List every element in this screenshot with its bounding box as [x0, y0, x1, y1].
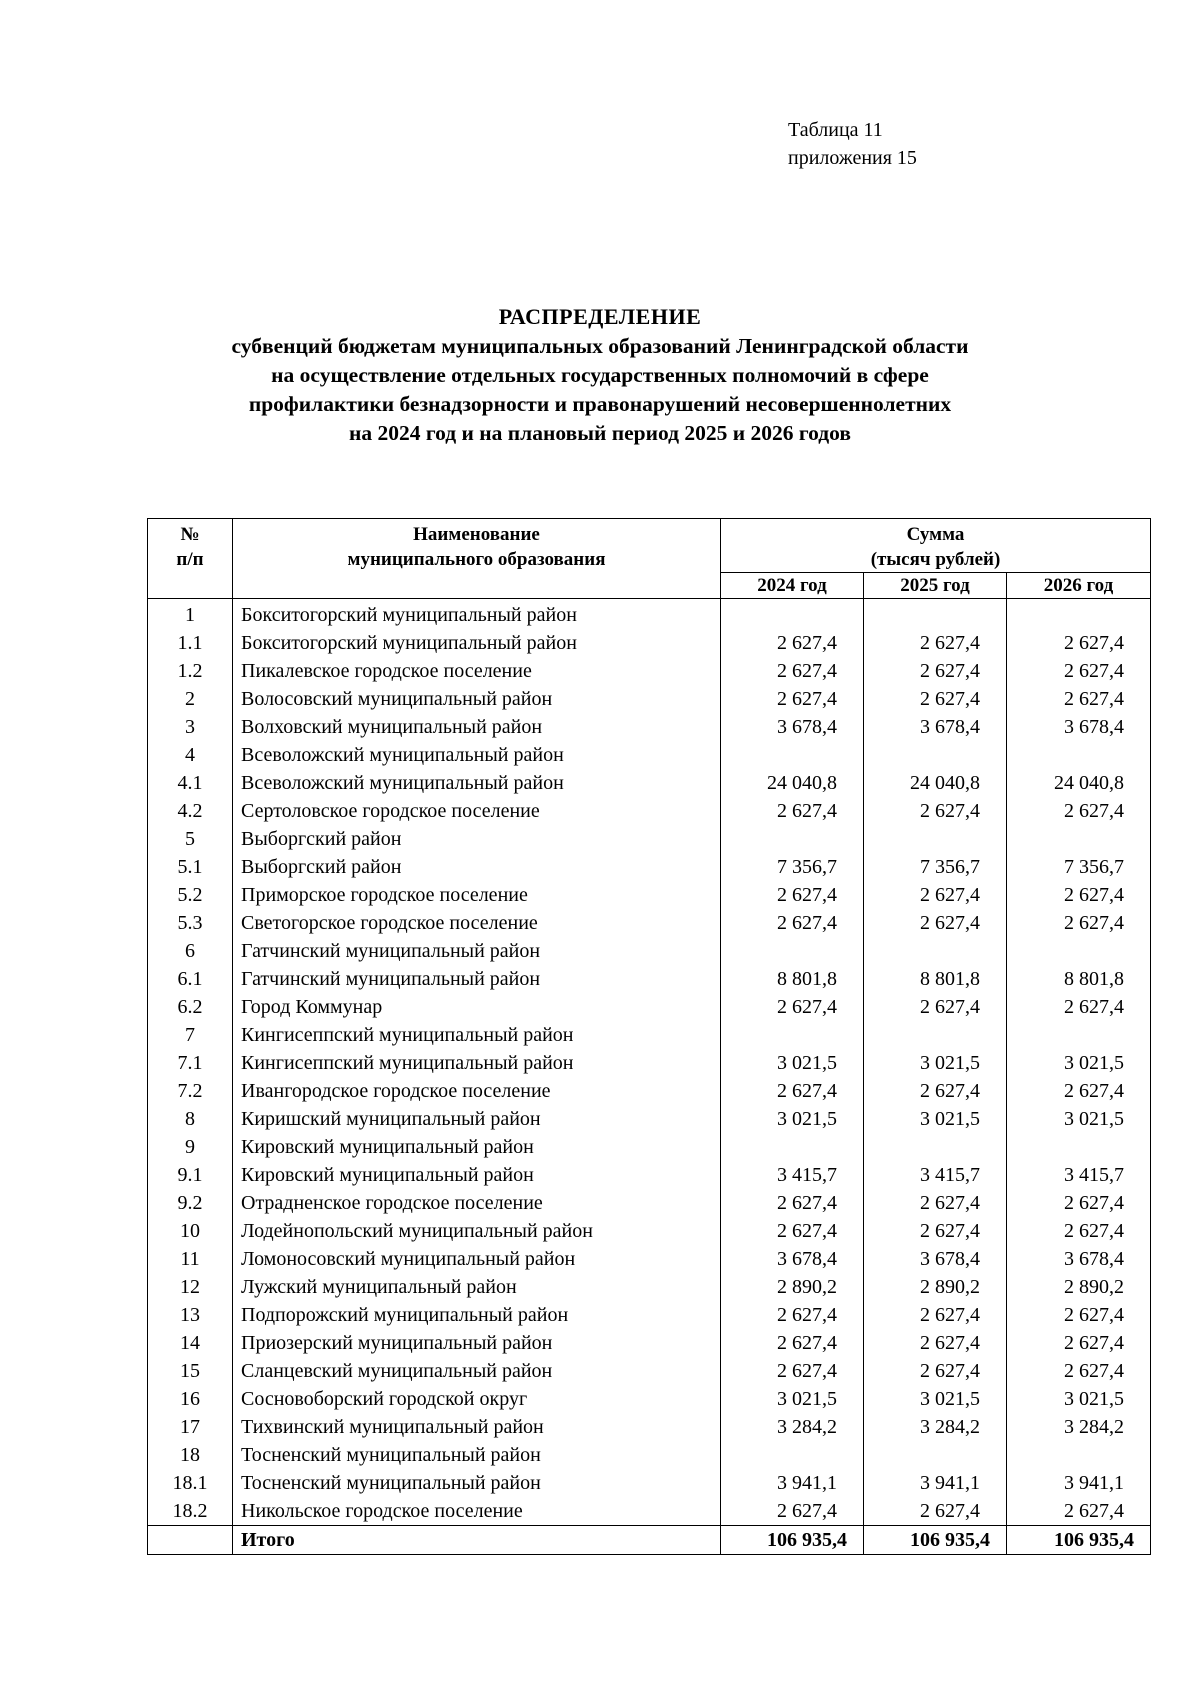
row-number: 10 [148, 1217, 233, 1245]
row-value-2024: 2 627,4 [721, 909, 864, 937]
row-value-2024: 2 627,4 [721, 1497, 864, 1526]
document-heading [0, 302, 1200, 448]
row-value-2024: 3 284,2 [721, 1413, 864, 1441]
row-value-2024: 2 627,4 [721, 1329, 864, 1357]
table-row [148, 853, 1151, 881]
row-value-2026: 2 627,4 [1007, 1077, 1151, 1105]
row-value-2025: 2 627,4 [864, 685, 1007, 713]
row-value-2024: 2 627,4 [721, 797, 864, 825]
row-number: 15 [148, 1357, 233, 1385]
row-value-2024: 3 941,1 [721, 1469, 864, 1497]
row-value-2025 [864, 1441, 1007, 1469]
row-value-2025 [864, 937, 1007, 965]
row-number: 7.1 [148, 1049, 233, 1077]
row-value-2026 [1007, 1133, 1151, 1161]
row-value-2024: 2 627,4 [721, 685, 864, 713]
appendix-note [788, 116, 917, 172]
row-value-2026: 3 021,5 [1007, 1105, 1151, 1133]
distribution-table [147, 518, 1151, 1555]
row-value-2026: 3 678,4 [1007, 1245, 1151, 1273]
row-value-2025 [864, 599, 1007, 630]
row-value-2025: 2 890,2 [864, 1273, 1007, 1301]
row-value-2025: 2 627,4 [864, 1189, 1007, 1217]
table-row [148, 1245, 1151, 1273]
row-name: Кингисеппский муниципальный район [233, 1021, 721, 1049]
row-number: 7 [148, 1021, 233, 1049]
table-row [148, 1021, 1151, 1049]
heading-line1: субвенций бюджетам муниципальных образований Ленинградской области [231, 334, 969, 358]
heading-line3: профилактики безнадзорности и правонарушений несовершеннолетних [248, 392, 952, 416]
table-row [148, 1301, 1151, 1329]
row-name: Сосновоборский городской округ [233, 1385, 721, 1413]
table-row [148, 1441, 1151, 1469]
row-name: Волосовский муниципальный район [233, 685, 721, 713]
row-name: Всеволожский муниципальный район [233, 769, 721, 797]
row-number: 1 [148, 599, 233, 630]
row-number: 5.2 [148, 881, 233, 909]
row-value-2025: 3 021,5 [864, 1105, 1007, 1133]
row-value-2026: 3 941,1 [1007, 1469, 1151, 1497]
row-value-2026: 2 890,2 [1007, 1273, 1151, 1301]
row-name: Приозерский муниципальный район [233, 1329, 721, 1357]
total-label: Итого [233, 1526, 721, 1555]
row-value-2025: 3 021,5 [864, 1385, 1007, 1413]
table-row [148, 825, 1151, 853]
table-row [148, 657, 1151, 685]
table-row [148, 1329, 1151, 1357]
row-name: Сертоловское городское поселение [233, 797, 721, 825]
row-name: Тосненский муниципальный район [233, 1469, 721, 1497]
table-row [148, 1133, 1151, 1161]
table-row [148, 993, 1151, 1021]
table-header [148, 519, 1151, 599]
row-number: 8 [148, 1105, 233, 1133]
row-name: Тихвинский муниципальный район [233, 1413, 721, 1441]
row-number: 18.2 [148, 1497, 233, 1526]
row-value-2025: 8 801,8 [864, 965, 1007, 993]
row-value-2024 [721, 937, 864, 965]
row-value-2025 [864, 741, 1007, 769]
row-name: Город Коммунар [233, 993, 721, 1021]
row-name: Гатчинский муниципальный район [233, 937, 721, 965]
row-value-2026: 7 356,7 [1007, 853, 1151, 881]
row-value-2024 [721, 825, 864, 853]
row-value-2026 [1007, 741, 1151, 769]
row-value-2026: 2 627,4 [1007, 1189, 1151, 1217]
row-number: 5 [148, 825, 233, 853]
row-value-2026: 24 040,8 [1007, 769, 1151, 797]
row-value-2026: 2 627,4 [1007, 629, 1151, 657]
row-number: 6 [148, 937, 233, 965]
table-row [148, 1497, 1151, 1526]
row-name: Киришский муниципальный район [233, 1105, 721, 1133]
row-value-2026: 3 415,7 [1007, 1161, 1151, 1189]
table-row [148, 1105, 1151, 1133]
header-year-2026: 2026 год [1007, 573, 1151, 599]
row-number: 11 [148, 1245, 233, 1273]
table-row [148, 1077, 1151, 1105]
row-value-2024: 3 021,5 [721, 1049, 864, 1077]
row-value-2026: 2 627,4 [1007, 1301, 1151, 1329]
row-value-2026: 2 627,4 [1007, 797, 1151, 825]
row-number: 16 [148, 1385, 233, 1413]
row-value-2024: 2 627,4 [721, 1077, 864, 1105]
row-name: Волховский муниципальный район [233, 713, 721, 741]
row-value-2026: 3 678,4 [1007, 713, 1151, 741]
table-row [148, 965, 1151, 993]
table-row [148, 685, 1151, 713]
table-row [148, 1189, 1151, 1217]
table-row [148, 881, 1151, 909]
table-row [148, 1049, 1151, 1077]
row-name: Никольское городское поселение [233, 1497, 721, 1526]
row-value-2025: 7 356,7 [864, 853, 1007, 881]
row-number: 9.2 [148, 1189, 233, 1217]
row-name: Отрадненское городское поселение [233, 1189, 721, 1217]
row-value-2024 [721, 1021, 864, 1049]
row-value-2026: 2 627,4 [1007, 909, 1151, 937]
row-number: 2 [148, 685, 233, 713]
row-number: 5.3 [148, 909, 233, 937]
row-name: Выборгский район [233, 825, 721, 853]
row-value-2024 [721, 599, 864, 630]
table-row [148, 1273, 1151, 1301]
row-name: Гатчинский муниципальный район [233, 965, 721, 993]
row-number: 13 [148, 1301, 233, 1329]
row-name: Лужский муниципальный район [233, 1273, 721, 1301]
row-name: Приморское городское поселение [233, 881, 721, 909]
row-value-2024: 8 801,8 [721, 965, 864, 993]
total-2024: 106 935,4 [721, 1526, 864, 1555]
row-value-2024: 2 890,2 [721, 1273, 864, 1301]
row-value-2024: 7 356,7 [721, 853, 864, 881]
row-value-2026: 2 627,4 [1007, 993, 1151, 1021]
row-name: Бокситогорский муниципальный район [233, 629, 721, 657]
row-number: 4.2 [148, 797, 233, 825]
row-value-2024: 2 627,4 [721, 1357, 864, 1385]
row-value-2024: 3 678,4 [721, 713, 864, 741]
row-value-2025: 2 627,4 [864, 881, 1007, 909]
row-value-2025: 24 040,8 [864, 769, 1007, 797]
row-value-2026 [1007, 937, 1151, 965]
table-row [148, 1469, 1151, 1497]
row-value-2025: 3 941,1 [864, 1469, 1007, 1497]
table-row [148, 797, 1151, 825]
row-value-2026: 8 801,8 [1007, 965, 1151, 993]
row-value-2024: 24 040,8 [721, 769, 864, 797]
row-value-2025 [864, 825, 1007, 853]
row-number: 17 [148, 1413, 233, 1441]
row-value-2025: 3 415,7 [864, 1161, 1007, 1189]
table-row [148, 629, 1151, 657]
header-name-line1: Наименование [413, 524, 540, 545]
row-value-2024 [721, 1133, 864, 1161]
row-number: 18 [148, 1441, 233, 1469]
row-value-2025: 2 627,4 [864, 1217, 1007, 1245]
row-value-2025: 2 627,4 [864, 1301, 1007, 1329]
row-name: Кингисеппский муниципальный район [233, 1049, 721, 1077]
table-body [148, 599, 1151, 1526]
row-name: Кировский муниципальный район [233, 1161, 721, 1189]
header-number-line1: № [180, 524, 200, 545]
table-row [148, 741, 1151, 769]
row-value-2026 [1007, 599, 1151, 630]
row-value-2025: 2 627,4 [864, 1329, 1007, 1357]
appendix-note-line2: приложения 15 [788, 147, 917, 169]
row-value-2026: 2 627,4 [1007, 1329, 1151, 1357]
table-row [148, 769, 1151, 797]
header-number-line2: п/п [176, 549, 204, 570]
row-value-2024: 2 627,4 [721, 629, 864, 657]
row-name: Ломоносовский муниципальный район [233, 1245, 721, 1273]
row-number: 3 [148, 713, 233, 741]
row-number: 6.2 [148, 993, 233, 1021]
row-value-2026: 2 627,4 [1007, 1217, 1151, 1245]
row-number: 4.1 [148, 769, 233, 797]
row-name: Выборгский район [233, 853, 721, 881]
row-name: Сланцевский муниципальный район [233, 1357, 721, 1385]
table-row [148, 1357, 1151, 1385]
row-value-2024 [721, 741, 864, 769]
table-row [148, 1413, 1151, 1441]
row-value-2025: 2 627,4 [864, 993, 1007, 1021]
row-value-2025: 3 678,4 [864, 713, 1007, 741]
table-row [148, 599, 1151, 630]
row-value-2025: 2 627,4 [864, 657, 1007, 685]
row-number: 6.1 [148, 965, 233, 993]
row-name: Светогорское городское поселение [233, 909, 721, 937]
row-value-2025: 2 627,4 [864, 1497, 1007, 1526]
row-value-2026: 2 627,4 [1007, 685, 1151, 713]
row-value-2024: 2 627,4 [721, 881, 864, 909]
row-number: 18.1 [148, 1469, 233, 1497]
heading-title: РАСПРЕДЕЛЕНИЕ [498, 304, 702, 329]
row-number: 1.2 [148, 657, 233, 685]
row-value-2026 [1007, 825, 1151, 853]
row-number: 7.2 [148, 1077, 233, 1105]
row-value-2024: 2 627,4 [721, 1217, 864, 1245]
row-value-2025: 3 284,2 [864, 1413, 1007, 1441]
row-value-2025: 2 627,4 [864, 797, 1007, 825]
row-name: Ивангородское городское поселение [233, 1077, 721, 1105]
row-value-2024: 3 021,5 [721, 1385, 864, 1413]
row-value-2025: 3 678,4 [864, 1245, 1007, 1273]
header-sum-line2: (тысяч рублей) [870, 549, 1001, 570]
header-number [148, 519, 233, 599]
row-name: Всеволожский муниципальный район [233, 741, 721, 769]
row-number: 4 [148, 741, 233, 769]
table-row [148, 1385, 1151, 1413]
table-row [148, 937, 1151, 965]
heading-line2: на осуществление отдельных государственных полномочий в сфере [271, 363, 929, 387]
table-row [148, 713, 1151, 741]
row-value-2026: 2 627,4 [1007, 1497, 1151, 1526]
header-year-2025: 2025 год [864, 573, 1007, 599]
row-number: 9.1 [148, 1161, 233, 1189]
header-year-2024: 2024 год [721, 573, 864, 599]
row-value-2026: 2 627,4 [1007, 881, 1151, 909]
row-name: Лодейнопольский муниципальный район [233, 1217, 721, 1245]
heading-line4: на 2024 год и на плановый период 2025 и 2026 годов [349, 421, 851, 445]
row-number: 14 [148, 1329, 233, 1357]
row-value-2026: 2 627,4 [1007, 1357, 1151, 1385]
row-value-2025: 2 627,4 [864, 1357, 1007, 1385]
row-value-2026: 3 021,5 [1007, 1385, 1151, 1413]
row-value-2025: 2 627,4 [864, 1077, 1007, 1105]
header-sum-line1: Сумма [906, 524, 965, 545]
row-value-2024: 2 627,4 [721, 993, 864, 1021]
row-value-2025: 3 021,5 [864, 1049, 1007, 1077]
row-value-2024: 3 021,5 [721, 1105, 864, 1133]
row-value-2024: 3 415,7 [721, 1161, 864, 1189]
header-name-line2: муниципального образования [347, 549, 606, 570]
row-name: Тосненский муниципальный район [233, 1441, 721, 1469]
row-value-2025 [864, 1133, 1007, 1161]
header-name [233, 519, 721, 599]
row-value-2025 [864, 1021, 1007, 1049]
row-number: 1.1 [148, 629, 233, 657]
table-row [148, 909, 1151, 937]
row-number: 12 [148, 1273, 233, 1301]
row-value-2026: 3 284,2 [1007, 1413, 1151, 1441]
row-name: Бокситогорский муниципальный район [233, 599, 721, 630]
row-number: 5.1 [148, 853, 233, 881]
row-name: Кировский муниципальный район [233, 1133, 721, 1161]
row-value-2026 [1007, 1441, 1151, 1469]
row-value-2024: 2 627,4 [721, 1189, 864, 1217]
appendix-note-line1: Таблица 11 [788, 119, 883, 141]
header-sum [721, 519, 1151, 573]
row-name: Пикалевское городское поселение [233, 657, 721, 685]
row-value-2024: 3 678,4 [721, 1245, 864, 1273]
row-value-2026 [1007, 1021, 1151, 1049]
table-row [148, 1217, 1151, 1245]
total-2026: 106 935,4 [1007, 1526, 1151, 1555]
total-2025: 106 935,4 [864, 1526, 1007, 1555]
total-number [148, 1526, 233, 1555]
row-value-2024 [721, 1441, 864, 1469]
row-value-2026: 2 627,4 [1007, 657, 1151, 685]
row-value-2024: 2 627,4 [721, 657, 864, 685]
row-value-2024: 2 627,4 [721, 1301, 864, 1329]
row-number: 9 [148, 1133, 233, 1161]
table-row [148, 1161, 1151, 1189]
row-value-2025: 2 627,4 [864, 909, 1007, 937]
row-name: Подпорожский муниципальный район [233, 1301, 721, 1329]
row-value-2026: 3 021,5 [1007, 1049, 1151, 1077]
row-value-2025: 2 627,4 [864, 629, 1007, 657]
total-row [148, 1526, 1151, 1555]
